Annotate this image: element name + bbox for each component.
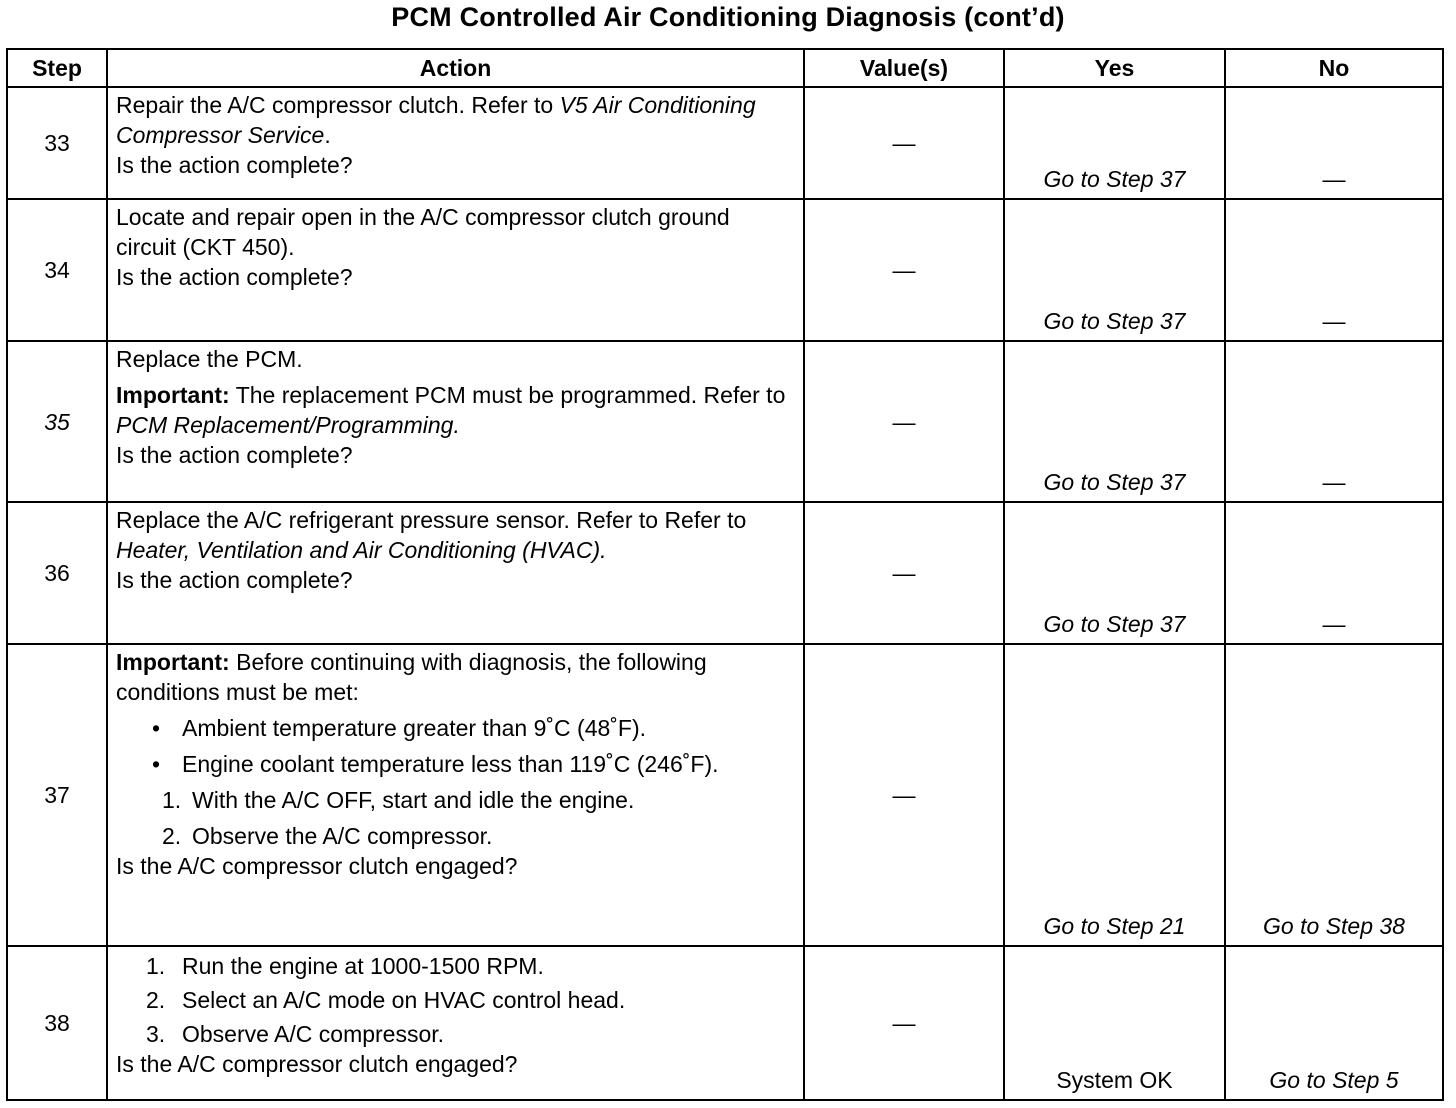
table-row [7,502,1443,644]
no-cell[interactable]: Go to Step 5 [1225,946,1443,1100]
no-cell: — [1225,199,1443,341]
important-note [116,380,795,440]
table-row [7,341,1443,502]
table-row [7,644,1443,946]
header-yes: Yes [1004,49,1225,87]
value-cell: — [804,199,1004,341]
action-cell [107,199,804,341]
list-item [152,713,795,743]
list-item [152,749,795,779]
action-question: Is the action complete? [116,567,353,593]
value-cell: — [804,341,1004,502]
step-number: 36 [7,502,107,644]
bullet-icon: • [152,751,161,777]
action-text [116,505,795,565]
action-text-part: . [324,122,331,148]
yes-cell[interactable]: Go to Step 37 [1004,502,1225,644]
yes-cell: System OK [1004,946,1225,1100]
no-cell: — [1225,87,1443,199]
yes-cell[interactable]: Go to Step 37 [1004,199,1225,341]
action-cell [107,341,804,502]
diagnosis-table [6,48,1444,1101]
value-cell: — [804,644,1004,946]
step-number: 33 [7,87,107,199]
table-row [7,199,1443,341]
header-step: Step [7,49,107,87]
header-action: Action [107,49,804,87]
bullet-icon: • [152,715,161,741]
step-text: Run the engine at 1000-1500 RPM. [182,953,544,979]
table-row [7,946,1443,1100]
step-number: 37 [7,644,107,946]
action-text: Replace the PCM. [116,346,303,372]
action-cell [107,502,804,644]
action-question: Is the A/C compressor clutch engaged? [116,1051,518,1077]
important-text: Before continuing with diagnosis, the following conditions must be met: [116,649,707,705]
important-label: Important: [116,382,230,408]
value-cell: — [804,502,1004,644]
header-no: No [1225,49,1443,87]
action-cell [107,946,804,1100]
step-number: 35 [7,341,107,502]
value-cell: — [804,87,1004,199]
no-cell: — [1225,341,1443,502]
action-text: Locate and repair open in the A/C compressor clutch ground circuit (CKT 450). [116,204,730,260]
important-label: Important: [116,649,230,675]
yes-cell[interactable]: Go to Step 21 [1004,644,1225,946]
step-index: 2. [162,823,182,849]
step-text: Observe the A/C compressor. [192,823,493,849]
list-item [162,785,795,815]
action-question: Is the action complete? [116,442,353,468]
step-index: 2. [146,987,166,1013]
action-question: Is the action complete? [116,264,353,290]
no-cell[interactable]: Go to Step 38 [1225,644,1443,946]
step-number: 34 [7,199,107,341]
list-item [146,1019,795,1049]
step-index: 1. [146,953,166,979]
action-question: Is the action complete? [116,152,353,178]
action-text [116,90,795,150]
reference-link[interactable]: PCM Replacement/Programming. [116,412,460,438]
bullet-text: Ambient temperature greater than 9˚C (48˚F). [182,715,647,741]
step-index: 1. [162,787,182,813]
table-row [7,87,1443,199]
step-number: 38 [7,946,107,1100]
header-values: Value(s) [804,49,1004,87]
important-text: The replacement PCM must be programmed. Refer to [229,382,786,408]
value-cell: — [804,946,1004,1100]
step-text: Select an A/C mode on HVAC control head. [182,987,626,1013]
action-question: Is the A/C compressor clutch engaged? [116,853,518,879]
page-title: PCM Controlled Air Conditioning Diagnosis (cont’d) [391,2,1065,32]
list-item [162,821,795,851]
list-item [146,951,795,981]
reference-link[interactable]: Heater, Ventilation and Air Conditioning (HVAC). [116,537,607,563]
action-cell [107,87,804,199]
action-text-part: Repair the A/C compressor clutch. Refer to [116,92,560,118]
step-index: 3. [146,1021,166,1047]
step-text: With the A/C OFF, start and idle the engine. [192,787,635,813]
yes-cell[interactable]: Go to Step 37 [1004,341,1225,502]
reference-link[interactable]: V5 Air Conditioning Compressor Service [116,92,756,148]
bullet-text: Engine coolant temperature less than 119˚C (246˚F). [182,751,719,777]
yes-cell[interactable]: Go to Step 37 [1004,87,1225,199]
table-header-row [7,49,1443,87]
action-cell [107,644,804,946]
step-text: Observe A/C compressor. [182,1021,445,1047]
list-item [146,985,795,1015]
important-note [116,647,795,707]
no-cell: — [1225,502,1443,644]
action-text-part: Replace the A/C refrigerant pressure sensor. Refer to Refer to [116,507,747,533]
